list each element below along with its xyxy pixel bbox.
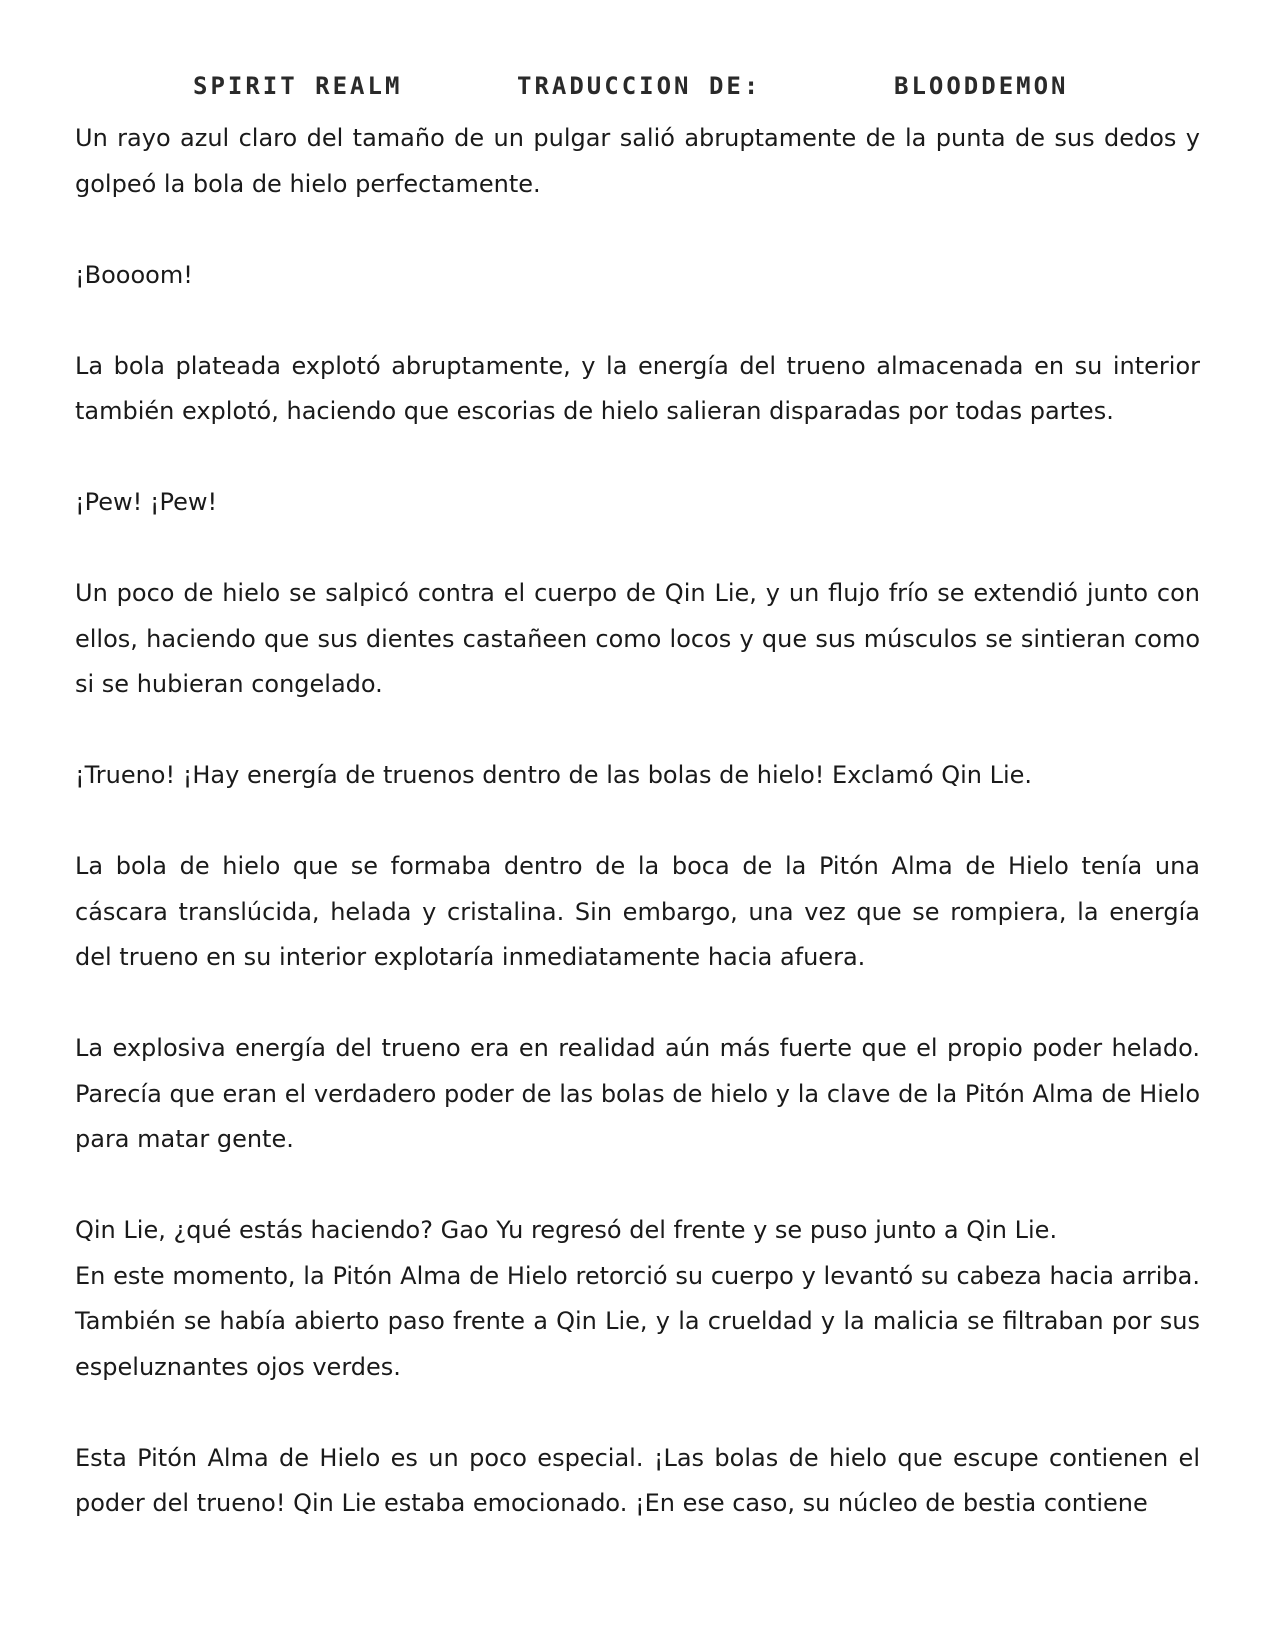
paragraph: ¡Pew! ¡Pew! [75, 488, 218, 516]
header-translator-name: BLOODDEMON [894, 72, 1069, 100]
header-novel-title: SPIRIT REALM [193, 72, 403, 100]
paragraph: ¡Trueno! ¡Hay energía de truenos dentro de las bolas de hielo! Exclamó Qin Lie. [75, 761, 1033, 789]
paragraph: Un poco de hielo se salpicó contra el cuerpo de Qin Lie, y un flujo frío se extendió junto con ellos, haciendo que sus dientes castañeen como locos y que sus músculos se sintieran como si se hubieran congelado. [75, 579, 1200, 698]
paragraph: En este momento, la Pitón Alma de Hielo retorció su cuerpo y levantó su cabeza hacia arriba. También se había abierto paso frente a Qin Lie, y la crueldad y la malicia se filtraban por sus espeluznantes ojos verdes. [75, 1261, 1200, 1381]
page-header [0, 72, 1275, 112]
paragraph: Qin Lie, ¿qué estás haciendo? Gao Yu regresó del frente y se puso junto a Qin Lie. [75, 1216, 1058, 1244]
paragraph: Esta Pitón Alma de Hielo es un poco especial. ¡Las bolas de hielo que escupe contienen el poder del trueno! Qin Lie estaba emocionado. ¡En ese caso, su núcleo de bestia contiene [75, 1443, 1200, 1517]
paragraph: La bola de hielo que se formaba dentro de la boca de la Pitón Alma de Hielo tenía una cáscara translúcida, helada y cristalina. Sin embargo, una vez que se rompiera, la energía del trueno en su interior explotaría inmediatamente hacia afuera. [75, 852, 1200, 971]
paragraph: Un rayo azul claro del tamaño de un pulgar salió abruptamente de la punta de sus dedos y golpeó la bola de hielo perfectamente. [75, 124, 1200, 198]
paragraph: La bola plateada explotó abruptamente, y la energía del trueno almacenada en su interior también explotó, haciendo que escorias de hielo salieran disparadas por todas partes. [75, 351, 1200, 425]
document-body [75, 116, 1200, 1527]
header-translation-label: TRADUCCION DE: [517, 72, 762, 100]
paragraph: ¡Boooom! [75, 260, 193, 289]
paragraph: La explosiva energía del trueno era en realidad aún más fuerte que el propio poder helado. Parecía que eran el verdadero poder de las bolas de hielo y la clave de la Pitón Alma de Hielo para matar gente. [75, 1034, 1200, 1153]
